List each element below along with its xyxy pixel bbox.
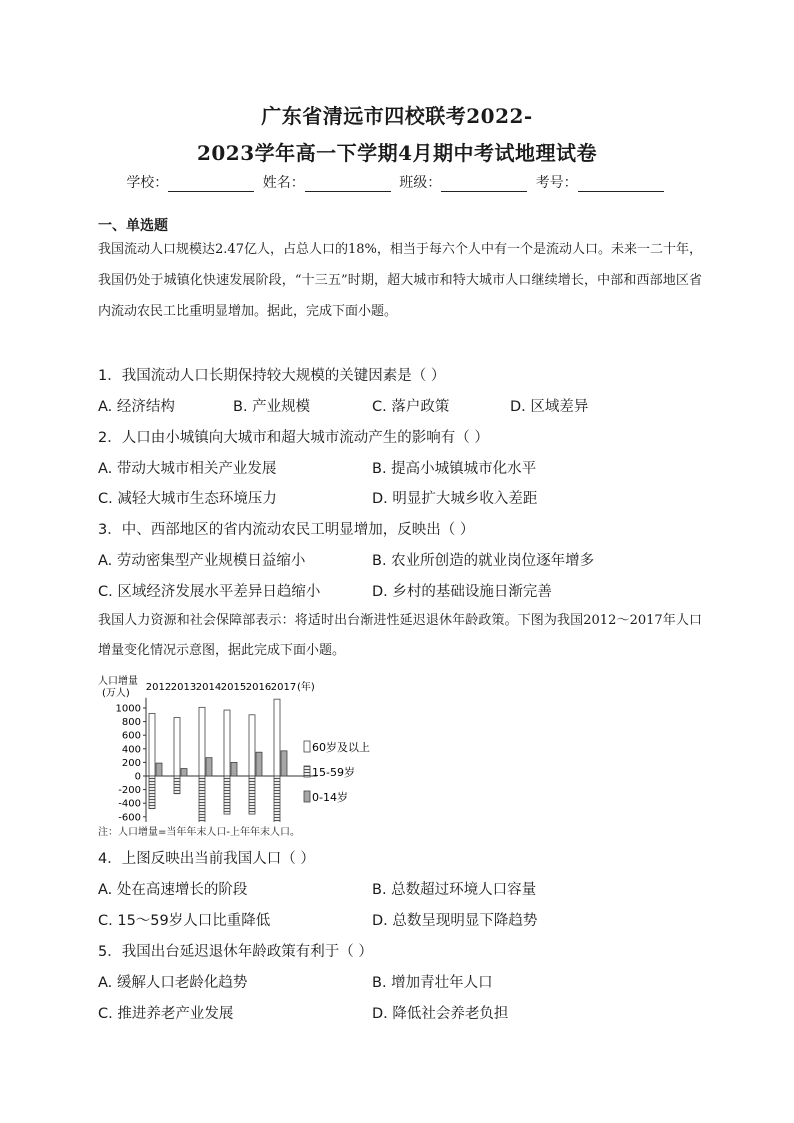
q3-option-b[interactable]: B. 农业所创造的就业岗位逐年增多 xyxy=(372,553,595,569)
y-tick-label: 1000 xyxy=(115,703,141,715)
q1-option-d[interactable]: D. 区域差异 xyxy=(510,399,589,415)
q3-option-a[interactable]: A. 劳动密集型产业规模日益缩小 xyxy=(98,553,306,569)
bar-white xyxy=(224,710,230,776)
q3-option-d[interactable]: D. 乡村的基础设施日渐完善 xyxy=(372,584,552,600)
title-line-1: 广东省清远市四校联考2022- xyxy=(261,104,533,128)
bar-white xyxy=(149,713,155,776)
q1-option-a[interactable]: A. 经济结构 xyxy=(98,399,175,415)
legend-swatch xyxy=(304,741,310,752)
exam-number-label: 考号： xyxy=(535,175,578,191)
name-blank[interactable] xyxy=(305,176,391,192)
title-line-2: 2023学年高一下学期4月期中考试地理试卷 xyxy=(196,141,598,165)
q2-option-c[interactable]: C. 减轻大城市生态环境压力 xyxy=(98,491,277,507)
q2-option-d[interactable]: D. 明显扩大城乡收入差距 xyxy=(372,491,538,507)
intro-paragraph-2: 我国人力资源和社会保障部表示：将适时出台渐进性延迟退休年龄政策。下图为我国2012～2017年人口增量变化情况示意图，据此完成下面小题。 xyxy=(98,613,702,658)
bar-gray xyxy=(281,751,287,776)
legend-swatch xyxy=(304,791,310,802)
bar-white xyxy=(249,715,255,776)
y-tick-label: 0 xyxy=(134,771,141,783)
bar-horizontal-stripes xyxy=(249,776,255,814)
bar-gray xyxy=(231,762,237,776)
student-info-row xyxy=(0,172,794,192)
legend-label: 0-14岁 xyxy=(312,791,348,804)
bar-gray xyxy=(206,758,212,776)
legend-swatch xyxy=(304,766,310,777)
bar-gray xyxy=(156,763,162,776)
bar-horizontal-stripes xyxy=(174,776,180,794)
q5-option-a[interactable]: A. 缓解人口老龄化趋势 xyxy=(98,975,248,991)
class-label: 班级： xyxy=(399,175,442,191)
bar-horizontal-stripes xyxy=(274,776,280,822)
q5-option-d[interactable]: D. 降低社会养老负担 xyxy=(372,1006,509,1022)
y-tick-label: -400 xyxy=(118,798,141,810)
question-2-stem: 2．人口由小城镇向大城市和超大城市流动产生的影响有（ ） xyxy=(98,430,489,446)
intro-paragraph-1: 我国流动人口规模达2.47亿人，占总人口的18%，相当于每六个人中有一个是流动人口。未来一二十年，我国仍处于城镇化快速发展阶段，“十三五”时期，超大城市和特大城市人口继续增长，中部和西部地区省内流动农民工比重明显增加。据此，完成下面小题。 xyxy=(98,242,702,319)
section-title: 一、单选题 xyxy=(98,218,168,234)
exam-number-blank[interactable] xyxy=(578,176,664,192)
bar-gray xyxy=(181,769,187,776)
y-tick-label: 600 xyxy=(121,730,141,742)
class-blank[interactable] xyxy=(441,176,527,192)
bar-white xyxy=(174,718,180,776)
x-category-label: 2016 xyxy=(245,682,272,693)
y-tick-label: -600 xyxy=(118,812,141,822)
q3-option-c[interactable]: C. 区域经济发展水平差异日趋缩小 xyxy=(98,584,321,600)
x-category-label: 2012 xyxy=(145,682,172,693)
q2-option-a[interactable]: A. 带动大城市相关产业发展 xyxy=(98,461,277,477)
chart-ylabel-1: 人口增量 xyxy=(98,676,138,687)
q4-option-b[interactable]: B. 总数超过环境人口容量 xyxy=(372,882,537,898)
q1-option-c[interactable]: C. 落户政策 xyxy=(372,399,450,415)
school-label: 学校： xyxy=(126,175,169,191)
q5-option-b[interactable]: B. 增加青壮年人口 xyxy=(372,975,493,991)
q4-option-a[interactable]: A. 处在高速增长的阶段 xyxy=(98,882,248,898)
q5-option-c[interactable]: C. 推进养老产业发展 xyxy=(98,1006,234,1022)
bar-horizontal-stripes xyxy=(224,776,230,814)
q2-option-b[interactable]: B. 提高小城镇城市化水平 xyxy=(372,461,537,477)
x-category-label: 2017 xyxy=(270,682,297,693)
y-tick-label: 200 xyxy=(121,757,141,769)
bar-white xyxy=(199,707,205,776)
chart-note: 注：人口增量=当年年末人口-上年年末人口。 xyxy=(98,827,300,838)
population-chart xyxy=(92,672,392,822)
name-label: 姓名： xyxy=(262,175,305,191)
question-5-stem: 5．我国出台延迟退休年龄政策有利于（ ） xyxy=(98,944,373,960)
chart-ylabel-2: (万人) xyxy=(102,688,130,699)
bar-horizontal-stripes xyxy=(199,776,205,822)
school-blank[interactable] xyxy=(168,176,254,192)
x-category-label: 2014 xyxy=(195,682,222,693)
y-tick-label: 400 xyxy=(121,744,141,756)
question-4-stem: 4．上图反映出当前我国人口（ ） xyxy=(98,851,315,867)
legend-label: 60岁及以上 xyxy=(312,741,370,754)
legend-label: 15-59岁 xyxy=(312,766,355,779)
y-tick-label: -200 xyxy=(118,785,141,797)
q4-option-c[interactable]: C. 15～59岁人口比重降低 xyxy=(98,913,271,929)
bar-horizontal-stripes xyxy=(149,776,155,809)
question-1-stem: 1．我国流动人口长期保持较大规模的关键因素是（ ） xyxy=(98,368,446,384)
x-category-label: 2013 xyxy=(170,682,197,693)
question-3-stem: 3．中、西部地区的省内流动农民工明显增加，反映出（ ） xyxy=(98,522,475,538)
x-category-label: 2015 xyxy=(220,682,247,693)
y-tick-label: 800 xyxy=(121,717,141,729)
q4-option-d[interactable]: D. 总数呈现明显下降趋势 xyxy=(372,913,538,929)
chart-xunit: (年) xyxy=(297,682,315,693)
bar-gray xyxy=(256,752,262,776)
bar-white xyxy=(274,699,280,776)
q1-option-b[interactable]: B. 产业规模 xyxy=(233,399,311,415)
